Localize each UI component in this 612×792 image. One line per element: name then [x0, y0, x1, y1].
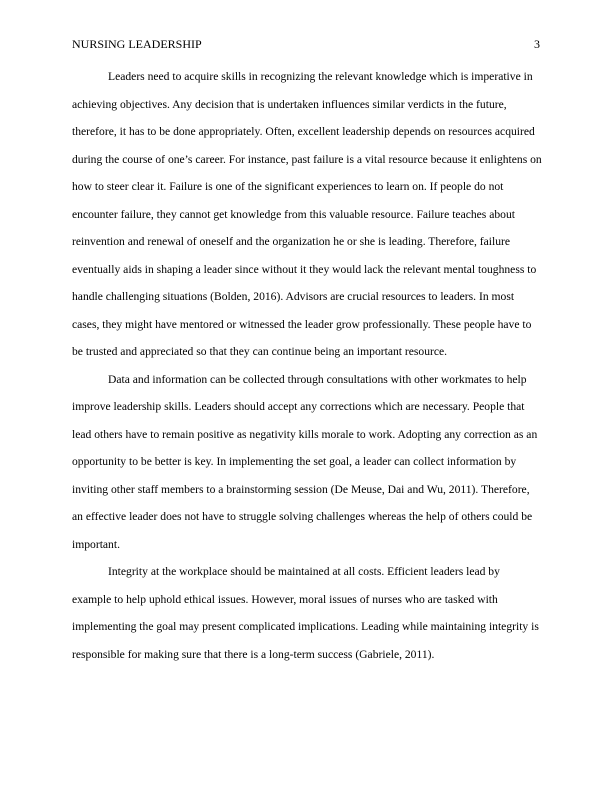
running-head-title: NURSING LEADERSHIP [72, 37, 202, 51]
running-header [72, 36, 540, 52]
paragraph-integrity: Integrity at the workplace should be maintained at all costs. Efficient leaders lead by example to help uphold ethical issues. However, moral issues of nurses who are tasked with implementing the goal may present complicated implications. Leading while maintaining integrity is responsible for making sure that there is a long-term success (Gabriele, 2011). [72, 565, 539, 661]
paragraph-leaders-skills: Leaders need to acquire skills in recognizing the relevant knowledge which is imperative in achieving objectives. Any decision that is undertaken influences similar verdicts in the future, therefore, it has to be done appropriately. Often, excellent leadership depends on resources acquired during the course of one’s career. For instance, past failure is a vital resource because it enlightens on how to steer clear it. Failure is one of the significant experiences to learn on. If people do not encounter failure, they cannot get knowledge from this valuable resource. Failure teaches about reinvention and renewal of oneself and the organization he or she is leading. Therefore, failure eventually aids in shaping a leader since without it they would lack the relevant mental toughness to handle challenging situations (Bolden, 2016). Advisors are crucial resources to leaders. In most cases, they might have mentored or witnessed the leader grow professionally. These people have to be trusted and appreciated so that they can continue being an important resource. [72, 70, 542, 358]
body-text [72, 63, 542, 668]
page-number: 3 [534, 37, 540, 51]
paragraph-data-information: Data and information can be collected through consultations with other workmates to help improve leadership skills. Leaders should accept any corrections which are necessary. People that lead others have to remain positive as negativity kills morale to work. Adopting any correction as an opportunity to be better is key. In implementing the set goal, a leader can collect information by inviting other staff members to a brainstorming session (De Meuse, Dai and Wu, 2011). Therefore, an effective leader does not have to struggle solving challenges whereas the help of others could be important. [72, 372, 538, 551]
